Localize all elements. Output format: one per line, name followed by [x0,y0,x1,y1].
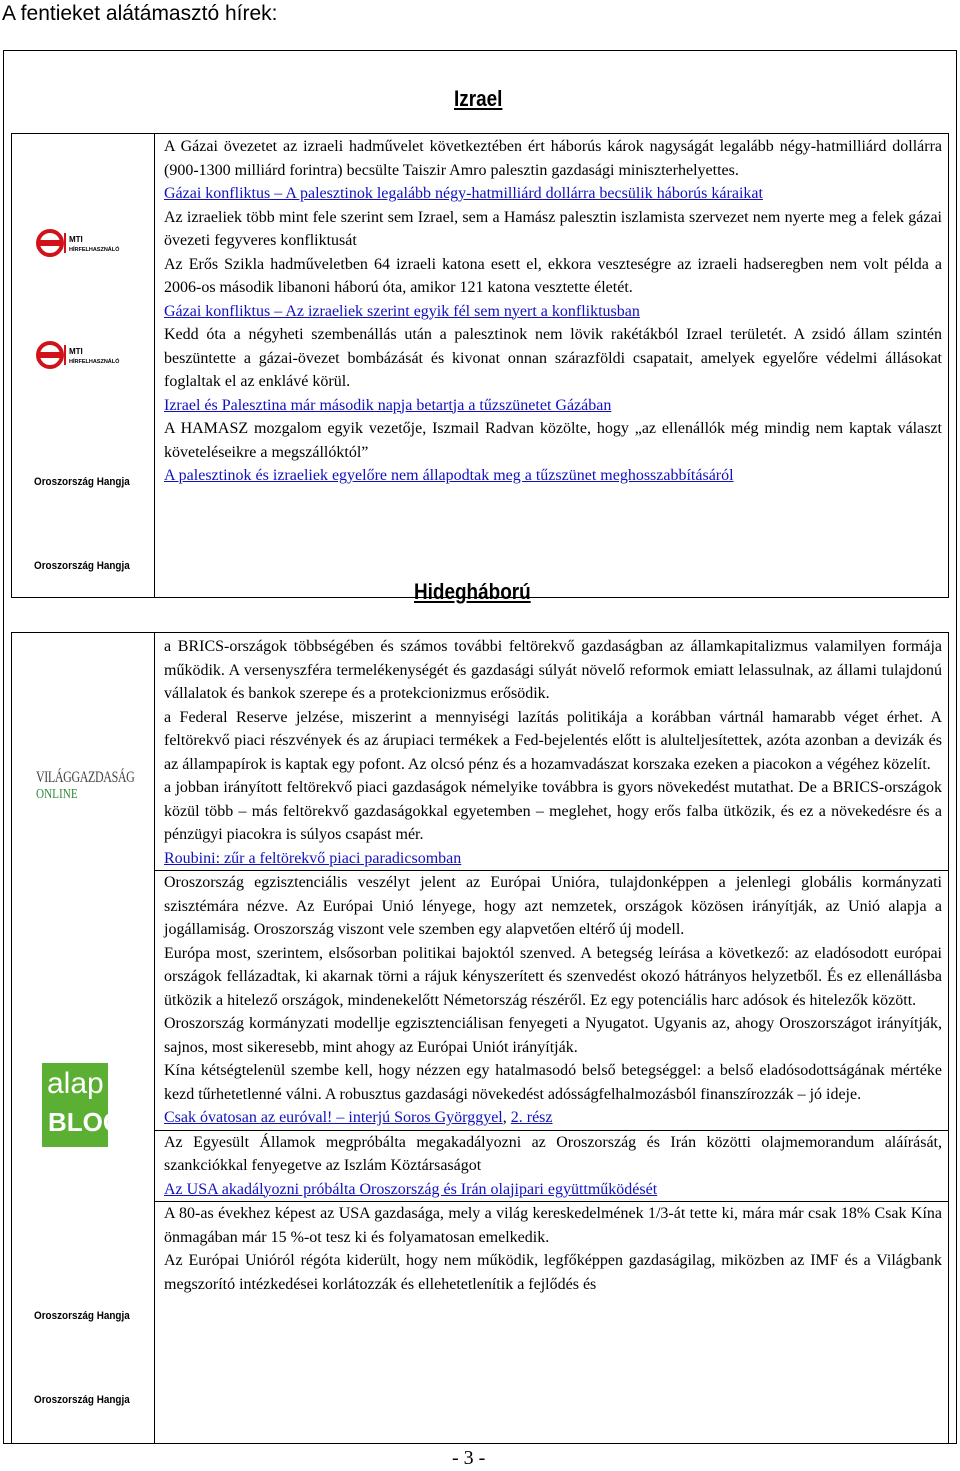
news-link-row [164,182,942,206]
mti-logo [34,226,134,265]
news-paragraph: a BRICS-országok többségében és számos további feltörekvő gazdaságban az államkapitalizmus valamilyen formája működik. A versenyszféra termelékenységét és gazdasági súlyát növelő reformok emiatt lelassulnak, az állami tulajdonú vállalatok és bankok szerepe és a protekcionizmus erősödik. [164,638,942,702]
news-paragraph: Oroszország egzisztenciális veszélyt jelent az Európai Unióra, tulajdonképpen a jelenlegi globális kormányzati szisztémára nézve. Az Európai Unió lényege, hogy azt nemzetek, országok közösen irányítják, az Unió alapja a jogállamiság. Oroszország viszont vele szemben egy alapvetően eltérő új modell. [164,874,942,938]
news-paragraph: Kedd óta a négyheti szembenállás után a palesztinok nem lövik rakétákból Izrael területét. A zsidó állam szintén beszüntette a gázai-övezet bombázását és kivonat onnan szárazföldi csapatait, amelyek egyelőre védelmi állásokat foglaltak el az enklávé körül. [164,326,942,390]
news-link[interactable]: Gázai konfliktus – Az izraeliek szerint egyik fél sem nyert a konfliktusban [164,302,640,320]
svg-text:HÍRFELHASZNÁLÓ: HÍRFELHASZNÁLÓ [69,359,120,365]
row-divider [154,1130,948,1178]
news-link-row [164,394,942,418]
news-link[interactable]: Izrael és Palesztina már második napja betartja a tűzszünetet Gázában [164,396,612,414]
vilaggazdasag-logo-subtext: ONLINE [36,787,78,802]
israel-news-text [164,135,942,488]
news-link[interactable]: Roubini: zűr a feltörekvő piaci paradicsomban [164,849,462,867]
coldwar-logo-column [12,633,155,1443]
news-paragraph: a jobban irányított feltörekvő piaci gazdaságok némelyike továbbra is gyors növekedést mutathat. De a BRICS-országok közül több – más feltörekvő gazdaságokkal egyetemben – meglehet, hogy erős falba ütközik, és ez a növekedésre és a pénzügyi piacokra is súlyos csapást mér. [164,779,942,843]
section-title-coldwar: Hidegháború [414,579,531,604]
news-paragraph: Az Erős Szikla hadműveletben 64 izraeli katona esett el, ekkora veszteségre az izraeli hadseregben nem volt példa a 2006-os második libanoni háború óta, amikor 121 katona vesztette életét. [164,255,942,296]
page-heading: A fentieket alátámasztó hírek: [2,2,278,25]
israel-table [11,133,949,598]
svg-text:HÍRFELHASZNÁLÓ: HÍRFELHASZNÁLÓ [69,247,120,253]
news-paragraph: Az Európai Unióról régóta kiderült, hogy nem működik, legfőképpen gazdaságilag, miközben az IMF és a Világbank megszorító intézkedései korlátozzák és ellehetetlenítik a fejlődés és [164,1252,942,1293]
vilaggazdasag-logo-text: VILÁGGAZDASÁG [36,769,135,786]
svg-text:MTI: MTI [69,347,83,356]
blog-logo-text: BLOG [48,1107,124,1137]
oroszorszag-hangja-logo: Oroszország Hangja [34,560,130,572]
oroszorszag-hangja-logo: Oroszország Hangja [34,476,130,488]
page-number: - 3 - [452,1447,486,1469]
news-link[interactable]: A palesztinok és izraeliek egyelőre nem állapodtak meg a tűzszünet meghosszabbításáról [164,467,734,484]
row-divider [154,870,948,942]
news-paragraph: A 80-as évekhez képest az USA gazdasága, mely a világ kereskedelmének 1/3-át tette ki, mára már csak 18% Csak Kína önmagában már 15 %-ot tesz ki és folyamatosan emelkedik. [164,1205,942,1246]
news-paragraph: Oroszország kormányzati modellje egzisztenciálisan fenyegeti a Nyugatot. Ugyanis az, ahogy Oroszországot irányítják, sajnos, most sikeresebb, mint ahogy az Európai Uniót irányítják. [164,1015,942,1056]
news-link-row [164,1106,942,1130]
alap-logo-text: alap [47,1067,104,1100]
news-paragraph: Az izraeliek több mint fele szerint sem Izrael, sem a Hamász palesztin iszlamista szervezet nem nyerte meg a felek gázai övezeti fegyveres konfliktusát [164,208,942,249]
news-paragraph: A Gázai övezetet az izraeli hadművelet következtében ért háborús károk nagyságát legalább négy-hatmilliárd dollárra (900-1300 milliárd forintra) becsülte Taiszir Amro palesztin gazdasági miniszterhelyettes. [164,138,942,179]
row-divider [154,1201,948,1249]
israel-logo-column [12,134,155,597]
news-link[interactable]: Gázai konfliktus – A palesztinok legalább négy-hatmilliárd dollárra becsülik háborús káraikat [164,185,763,202]
link-separator: , [502,1109,511,1126]
news-link-row [164,300,942,324]
oroszorszag-hangja-logo: Oroszország Hangja [34,1394,130,1406]
news-paragraph: a Federal Reserve jelzése, miszerint a mennyiségi lazítás politikája a korábban vártnál hamarabb véget érhet. A feltörekvő piaci részvények és az árupiaci termékek a Fed-bejelentés előtt is alulteljesítettek, azóta azonban a devizák és az állampapírok is kaptak egy pofont. Az olcsó pénz és a hozamvadászat korszaka ezeken a piacokon a végéhez közelít. [164,708,942,773]
news-link-row [164,464,942,488]
news-paragraph: Az Egyesült Államok megpróbálta megakadályozni az Oroszország és Irán közötti olajmemorandum aláírását, szankciókkal fenyegetve az Iszlám Köztársaságot [164,1133,942,1174]
news-link[interactable]: Csak óvatosan az euróval! – interjú Soros Györggyel [164,1109,503,1126]
section-title-israel: Izrael [454,86,503,111]
news-link[interactable]: Az USA akadályozni próbálta Oroszország és Irán olajipari együttműködését [164,1180,658,1198]
news-paragraph: Európa most, szerintem, elsősorban politikai bajoktól szenved. A betegség leírása a következő: az eladósodott európai országok fellázadtak, ki akarnak törni a rájuk kényszerített és szenvedést okozó hátrányos helyzetből. És ez ellenállásba ütközik a hitelező országok, mindenekelőtt Németország részéről. Ez egy potenciális harc adósok és hitelezők között. [164,944,942,1009]
content-frame [3,50,957,1444]
alap-blog-logo [42,1063,124,1147]
coldwar-table [11,632,949,1443]
news-paragraph: Kína kétségtelenül szembe kell, hogy nézzen egy hatalmasodó belső betegséggel: a belső eladósodottságának mértéke kezd tűrhetetlenné válni. A robusztus gazdasági növekedést adósságfelhalmozásból finanszírozzák – jó ideje. [164,1062,942,1103]
news-link-row [164,847,942,871]
coldwar-news-text [164,635,942,1296]
vilaggazdasag-logo [36,769,167,803]
news-paragraph: A HAMASZ mozgalom egyik vezetője, Iszmail Radvan közölte, hogy „az ellenállók még mindig nem kaptak választ követeléseikre a megszállóktól” [164,420,942,461]
oroszorszag-hangja-logo: Oroszország Hangja [34,1310,130,1322]
svg-text:MTI: MTI [69,235,83,244]
mti-logo [34,338,134,377]
news-link[interactable]: 2. rész [510,1109,553,1126]
news-link-row [164,1178,942,1202]
